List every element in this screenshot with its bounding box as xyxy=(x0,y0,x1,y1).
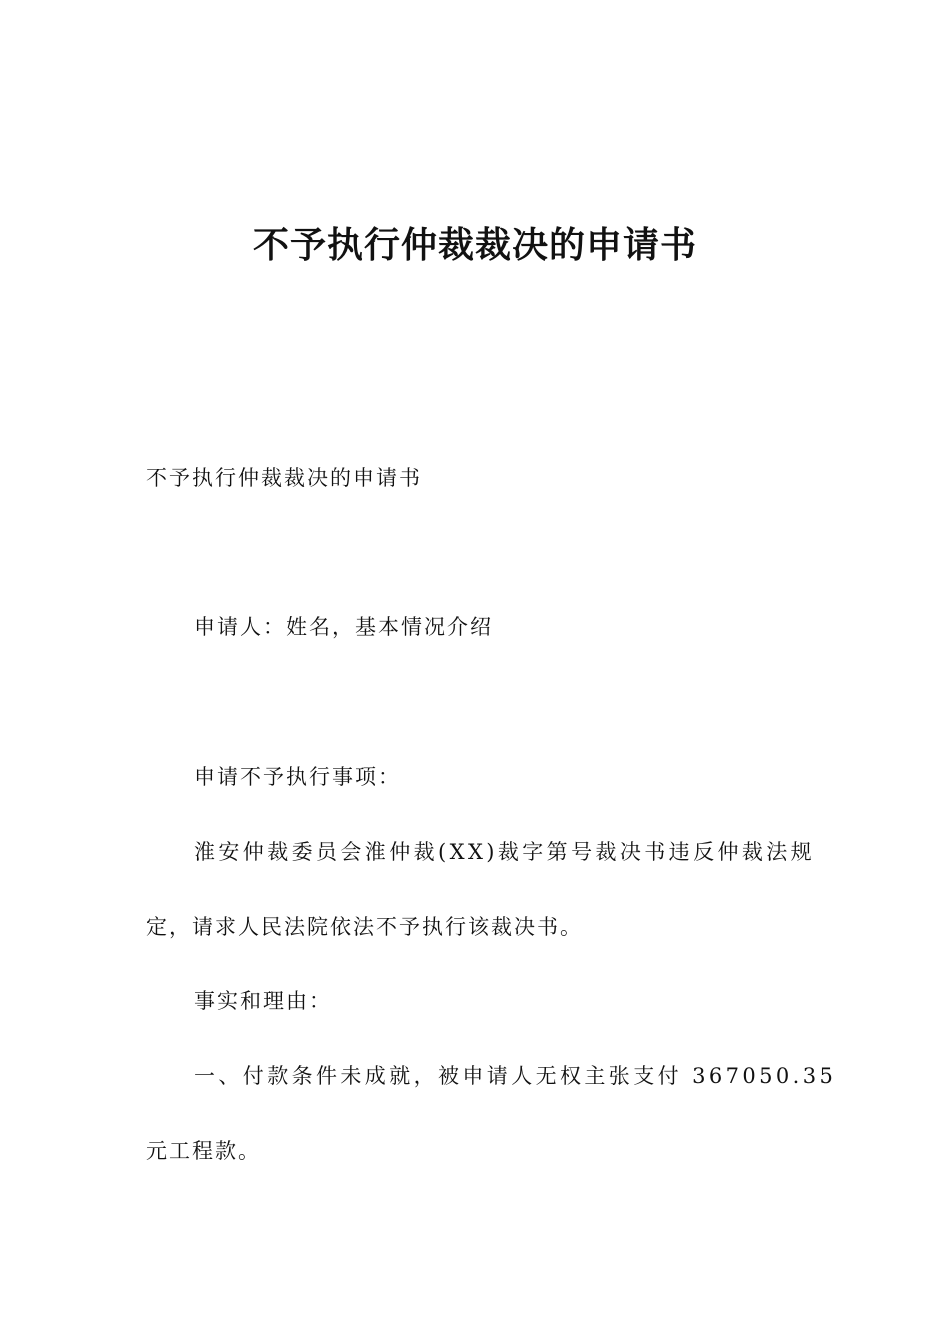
fact-one-line-1: 一、付款条件未成就，被申请人无权主张支付 367050.35 xyxy=(194,1064,837,1088)
facts-heading: 事实和理由： xyxy=(194,989,332,1013)
items-paragraph-line-2: 定，请求人民法院依法不予执行该裁决书。 xyxy=(146,915,583,939)
document-subtitle: 不予执行仲裁裁决的申请书 xyxy=(146,466,422,490)
items-paragraph-line-1: 淮安仲裁委员会淮仲裁(XX)裁字第号裁决书违反仲裁法规 xyxy=(194,840,816,864)
document-title: 不予执行仲裁裁决的申请书 xyxy=(252,225,697,266)
applicant-paragraph: 申请人：姓名，基本情况介绍 xyxy=(194,615,493,639)
items-heading: 申请不予执行事项： xyxy=(194,765,401,789)
fact-one-line-2: 元工程款。 xyxy=(146,1139,261,1163)
